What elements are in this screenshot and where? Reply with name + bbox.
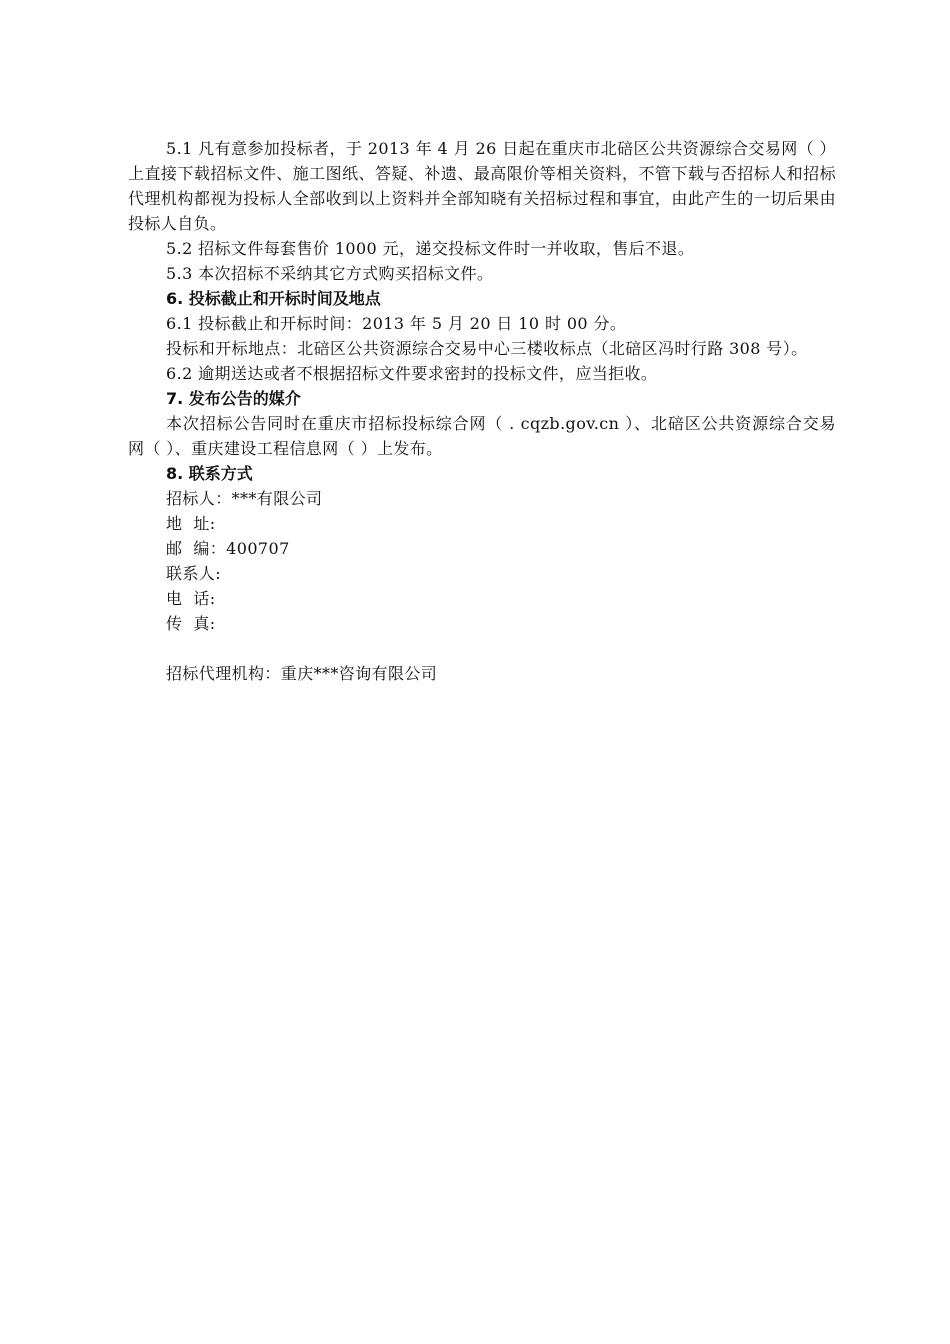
paragraph-5-2: 5.2 招标文件每套售价 1000 元，递交投标文件时一并收取，售后不退。: [166, 239, 695, 258]
blank-line: [128, 636, 836, 661]
phone-line: 电 话:: [166, 589, 216, 608]
paragraph-7: 本次招标公告同时在重庆市招标投标综合网（ . cqzb.gov.cn ）、北碚区公共资源综合交易网（ ）、重庆建设工程信息网（ ）上发布。: [128, 414, 836, 458]
paragraph-5-3: 5.3 本次招标不采纳其它方式购买招标文件。: [166, 264, 494, 283]
section-6-heading: 6. 投标截止和开标时间及地点: [166, 289, 381, 308]
paragraph-6-location: 投标和开标地点：北碚区公共资源综合交易中心三楼收标点（北碚区冯时行路 308 号）。: [166, 339, 808, 358]
paragraph-6-1: 6.1 投标截止和开标时间：2013 年 5 月 20 日 10 时 00 分。: [166, 314, 627, 333]
document-page: [128, 136, 836, 686]
contact-line: 联系人:: [166, 564, 221, 583]
paragraph-6-2: 6.2 逾期送达或者不根据招标文件要求密封的投标文件，应当拒收。: [166, 364, 658, 383]
section-8-heading: 8. 联系方式: [166, 464, 253, 483]
paragraph-5-1: 5.1 凡有意参加投标者，于 2013 年 4 月 26 日起在重庆市北碚区公共资源综合交易网（ ）上直接下载招标文件、施工图纸、答疑、补遗、最高限价等相关资料，不管下载与否招标人和招标代理机构都视为投标人全部收到以上资料并全部知晓有关招标过程和事宜，由此产生的一切后果由投标人自负。: [128, 139, 836, 233]
address-line: 地 址:: [166, 514, 216, 533]
fax-line: 传 真:: [166, 614, 216, 633]
tenderer-line: 招标人：***有限公司: [166, 489, 323, 508]
postcode-line: 邮 编：400707: [166, 539, 290, 558]
agency-line: 招标代理机构：重庆***咨询有限公司: [166, 664, 438, 683]
section-7-heading: 7. 发布公告的媒介: [166, 389, 301, 408]
